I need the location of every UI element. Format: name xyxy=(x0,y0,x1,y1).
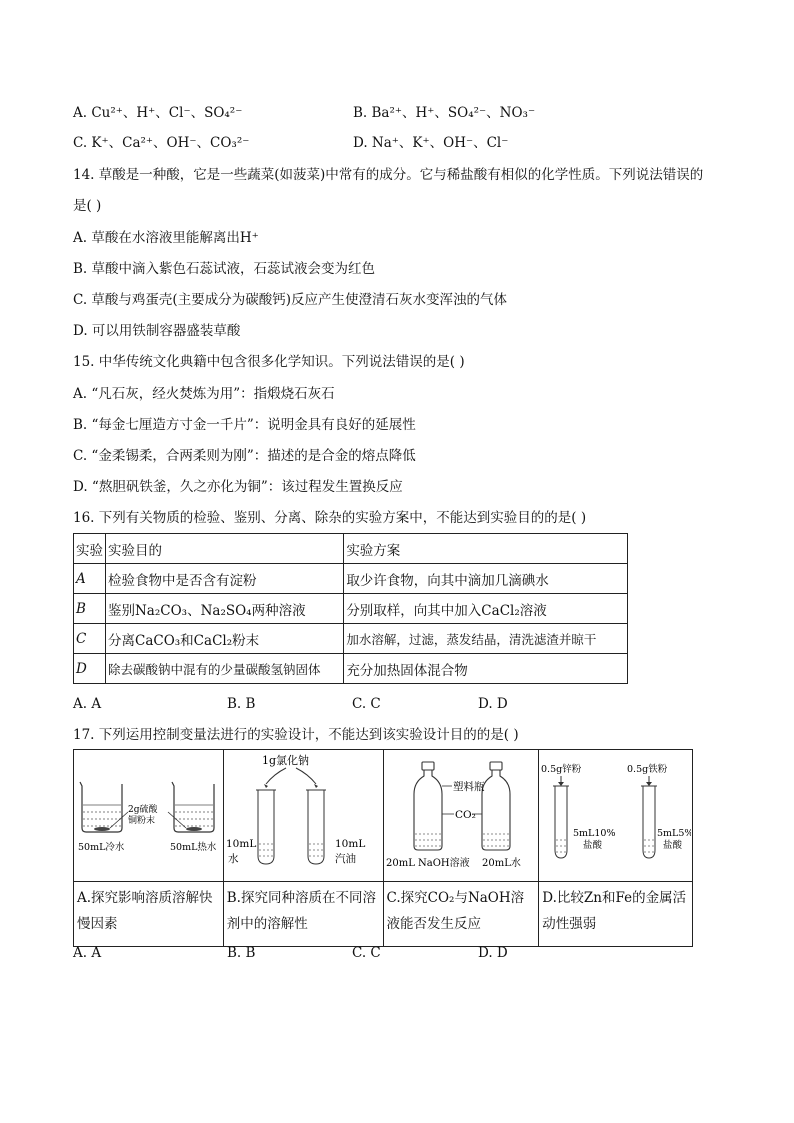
figure-b-right-vol: 10mL xyxy=(334,838,366,850)
q13-option-a: A. Cu²⁺、H⁺、Cl⁻、SO₄²⁻ xyxy=(73,105,243,121)
q13-option-c: C. K⁺、Ca²⁺、OH⁻、CO₃²⁻ xyxy=(73,135,250,151)
figure-b-left-solvent: 水 xyxy=(227,853,239,865)
table-cell: B xyxy=(74,594,106,624)
q17-figure-table xyxy=(73,749,693,947)
q15-option-a: A. “凡石灰，经火焚炼为用”：指煅烧石灰石 xyxy=(73,386,335,402)
table-cell: 鉴别Na₂CO₃、Na₂SO₄两种溶液 xyxy=(106,594,344,624)
figure-b-right-solvent: 汽油 xyxy=(334,853,356,865)
table-header-cell: 实验目的 xyxy=(106,534,344,564)
figure-c-bottle-label: 塑料瓶 xyxy=(452,781,484,793)
figure-a-left-label: 50mL冷水 xyxy=(78,842,125,853)
table-header-cell: 实验 xyxy=(74,534,106,564)
figure-c-gas-label: CO₂ xyxy=(454,809,476,821)
figure-a-beakers xyxy=(74,750,224,882)
figure-b-left-vol: 10mL xyxy=(225,838,257,850)
figure-d-caption: D.比较Zn和Fe的金属活动性强弱 xyxy=(539,882,693,947)
q16-answer-a: A. A xyxy=(73,696,102,712)
q17-answer-b: B. B xyxy=(227,945,256,961)
q15-stem: 15. 中华传统文化典籍中包含很多化学知识。下列说法错误的是( ) xyxy=(73,354,465,370)
q13-option-d: D. Na⁺、K⁺、OH⁻、Cl⁻ xyxy=(353,135,509,151)
figure-d-right-acid: 盐酸 xyxy=(663,840,683,851)
table-header-cell: 实验方案 xyxy=(344,534,628,564)
q16-answer-d: D. D xyxy=(478,696,508,712)
table-cell: D xyxy=(74,654,106,684)
figure-b-test-tubes xyxy=(223,750,383,882)
figure-d-test-tubes xyxy=(539,750,693,882)
table-cell: 除去碳酸钠中混有的少量碳酸氢钠固体 xyxy=(106,654,344,684)
q14-stem-line1: 14. 草酸是一种酸，它是一些蔬菜(如菠菜)中常有的成分。它与稀盐酸有相似的化学性质。下列说法错误的 xyxy=(73,167,704,183)
table-cell: 分离CaCO₃和CaCl₂粉末 xyxy=(106,624,344,654)
q17-answer-c: C. C xyxy=(352,945,381,961)
table-cell: 检验食物中是否含有淀粉 xyxy=(106,564,344,594)
figure-d-right-top: 0.5g铁粉 xyxy=(627,764,668,775)
q16-stem: 16. 下列有关物质的检验、鉴别、分离、除杂的实验方案中，不能达到实验目的的是( ) xyxy=(73,510,587,526)
figure-b-caption: B.探究同种溶质在不同溶剂中的溶解性 xyxy=(223,882,383,947)
figure-c-caption: C.探究CO₂与NaOH溶液能否发生反应 xyxy=(383,882,539,947)
q17-answer-a: A. A xyxy=(73,945,102,961)
figure-b-top-label: 1g氯化钠 xyxy=(261,754,309,767)
q14-option-d: D. 可以用铁制容器盛装草酸 xyxy=(73,323,241,339)
table-cell: A xyxy=(74,564,106,594)
figure-a-label1: 2g硫酸 xyxy=(128,805,158,815)
table-row xyxy=(74,594,628,624)
figure-c-left-label: 20mL NaOH溶液 xyxy=(385,858,470,869)
figure-d-left-acid: 盐酸 xyxy=(583,840,603,851)
table-cell: 充分加热固体混合物 xyxy=(344,654,628,684)
table-cell: 取少许食物，向其中滴加几滴碘水 xyxy=(344,564,628,594)
q15-option-b: B. “每金七厘造方寸金一千片”：说明金具有良好的延展性 xyxy=(73,417,416,433)
q14-option-b: B. 草酸中滴入紫色石蕊试液，石蕊试液会变为红色 xyxy=(73,261,376,277)
figure-c-bottles xyxy=(383,750,539,882)
q16-answer-c: C. C xyxy=(352,696,381,712)
table-cell: C xyxy=(74,624,106,654)
figure-d-right-vol: 5mL5% xyxy=(657,828,692,839)
q17-stem: 17. 下列运用控制变量法进行的实验设计，不能达到该实验设计目的的是( ) xyxy=(73,727,519,743)
q17-answer-d: D. D xyxy=(478,945,508,961)
q14-stem-line2: 是( ) xyxy=(73,198,102,214)
table-cell: 加水溶解，过滤，蒸发结晶，清洗滤渣并晾干 xyxy=(344,624,628,654)
q16-answer-b: B. B xyxy=(227,696,256,712)
figure-a-label2: 铜粉末 xyxy=(128,816,156,826)
q15-option-c: C. “金柔锡柔，合两柔则为刚”：描述的是合金的熔点降低 xyxy=(73,448,416,464)
q14-option-a: A. 草酸在水溶液里能解离出H⁺ xyxy=(73,230,259,246)
figure-c-right-label: 20mL水 xyxy=(481,858,521,869)
q15-option-d: D. “熬胆矾铁釜，久之亦化为铜”：该过程发生置换反应 xyxy=(73,479,403,495)
table-row xyxy=(74,564,628,594)
q16-table xyxy=(73,533,628,684)
table-header-row xyxy=(74,534,628,564)
figure-d-left-vol: 5mL10% xyxy=(573,828,616,839)
figure-a-right-label: 50mL热水 xyxy=(170,842,217,853)
table-cell: 分别取样，向其中加入CaCl₂溶液 xyxy=(344,594,628,624)
table-row xyxy=(74,654,628,684)
table-row xyxy=(74,624,628,654)
q14-option-c: C. 草酸与鸡蛋壳(主要成分为碳酸钙)反应产生使澄清石灰水变浑浊的气体 xyxy=(73,292,507,308)
figure-a-caption: A.探究影响溶质溶解快慢因素 xyxy=(74,882,224,947)
figure-d-left-top: 0.5g锌粉 xyxy=(541,764,582,775)
q13-option-b: B. Ba²⁺、H⁺、SO₄²⁻、NO₃⁻ xyxy=(353,105,536,121)
